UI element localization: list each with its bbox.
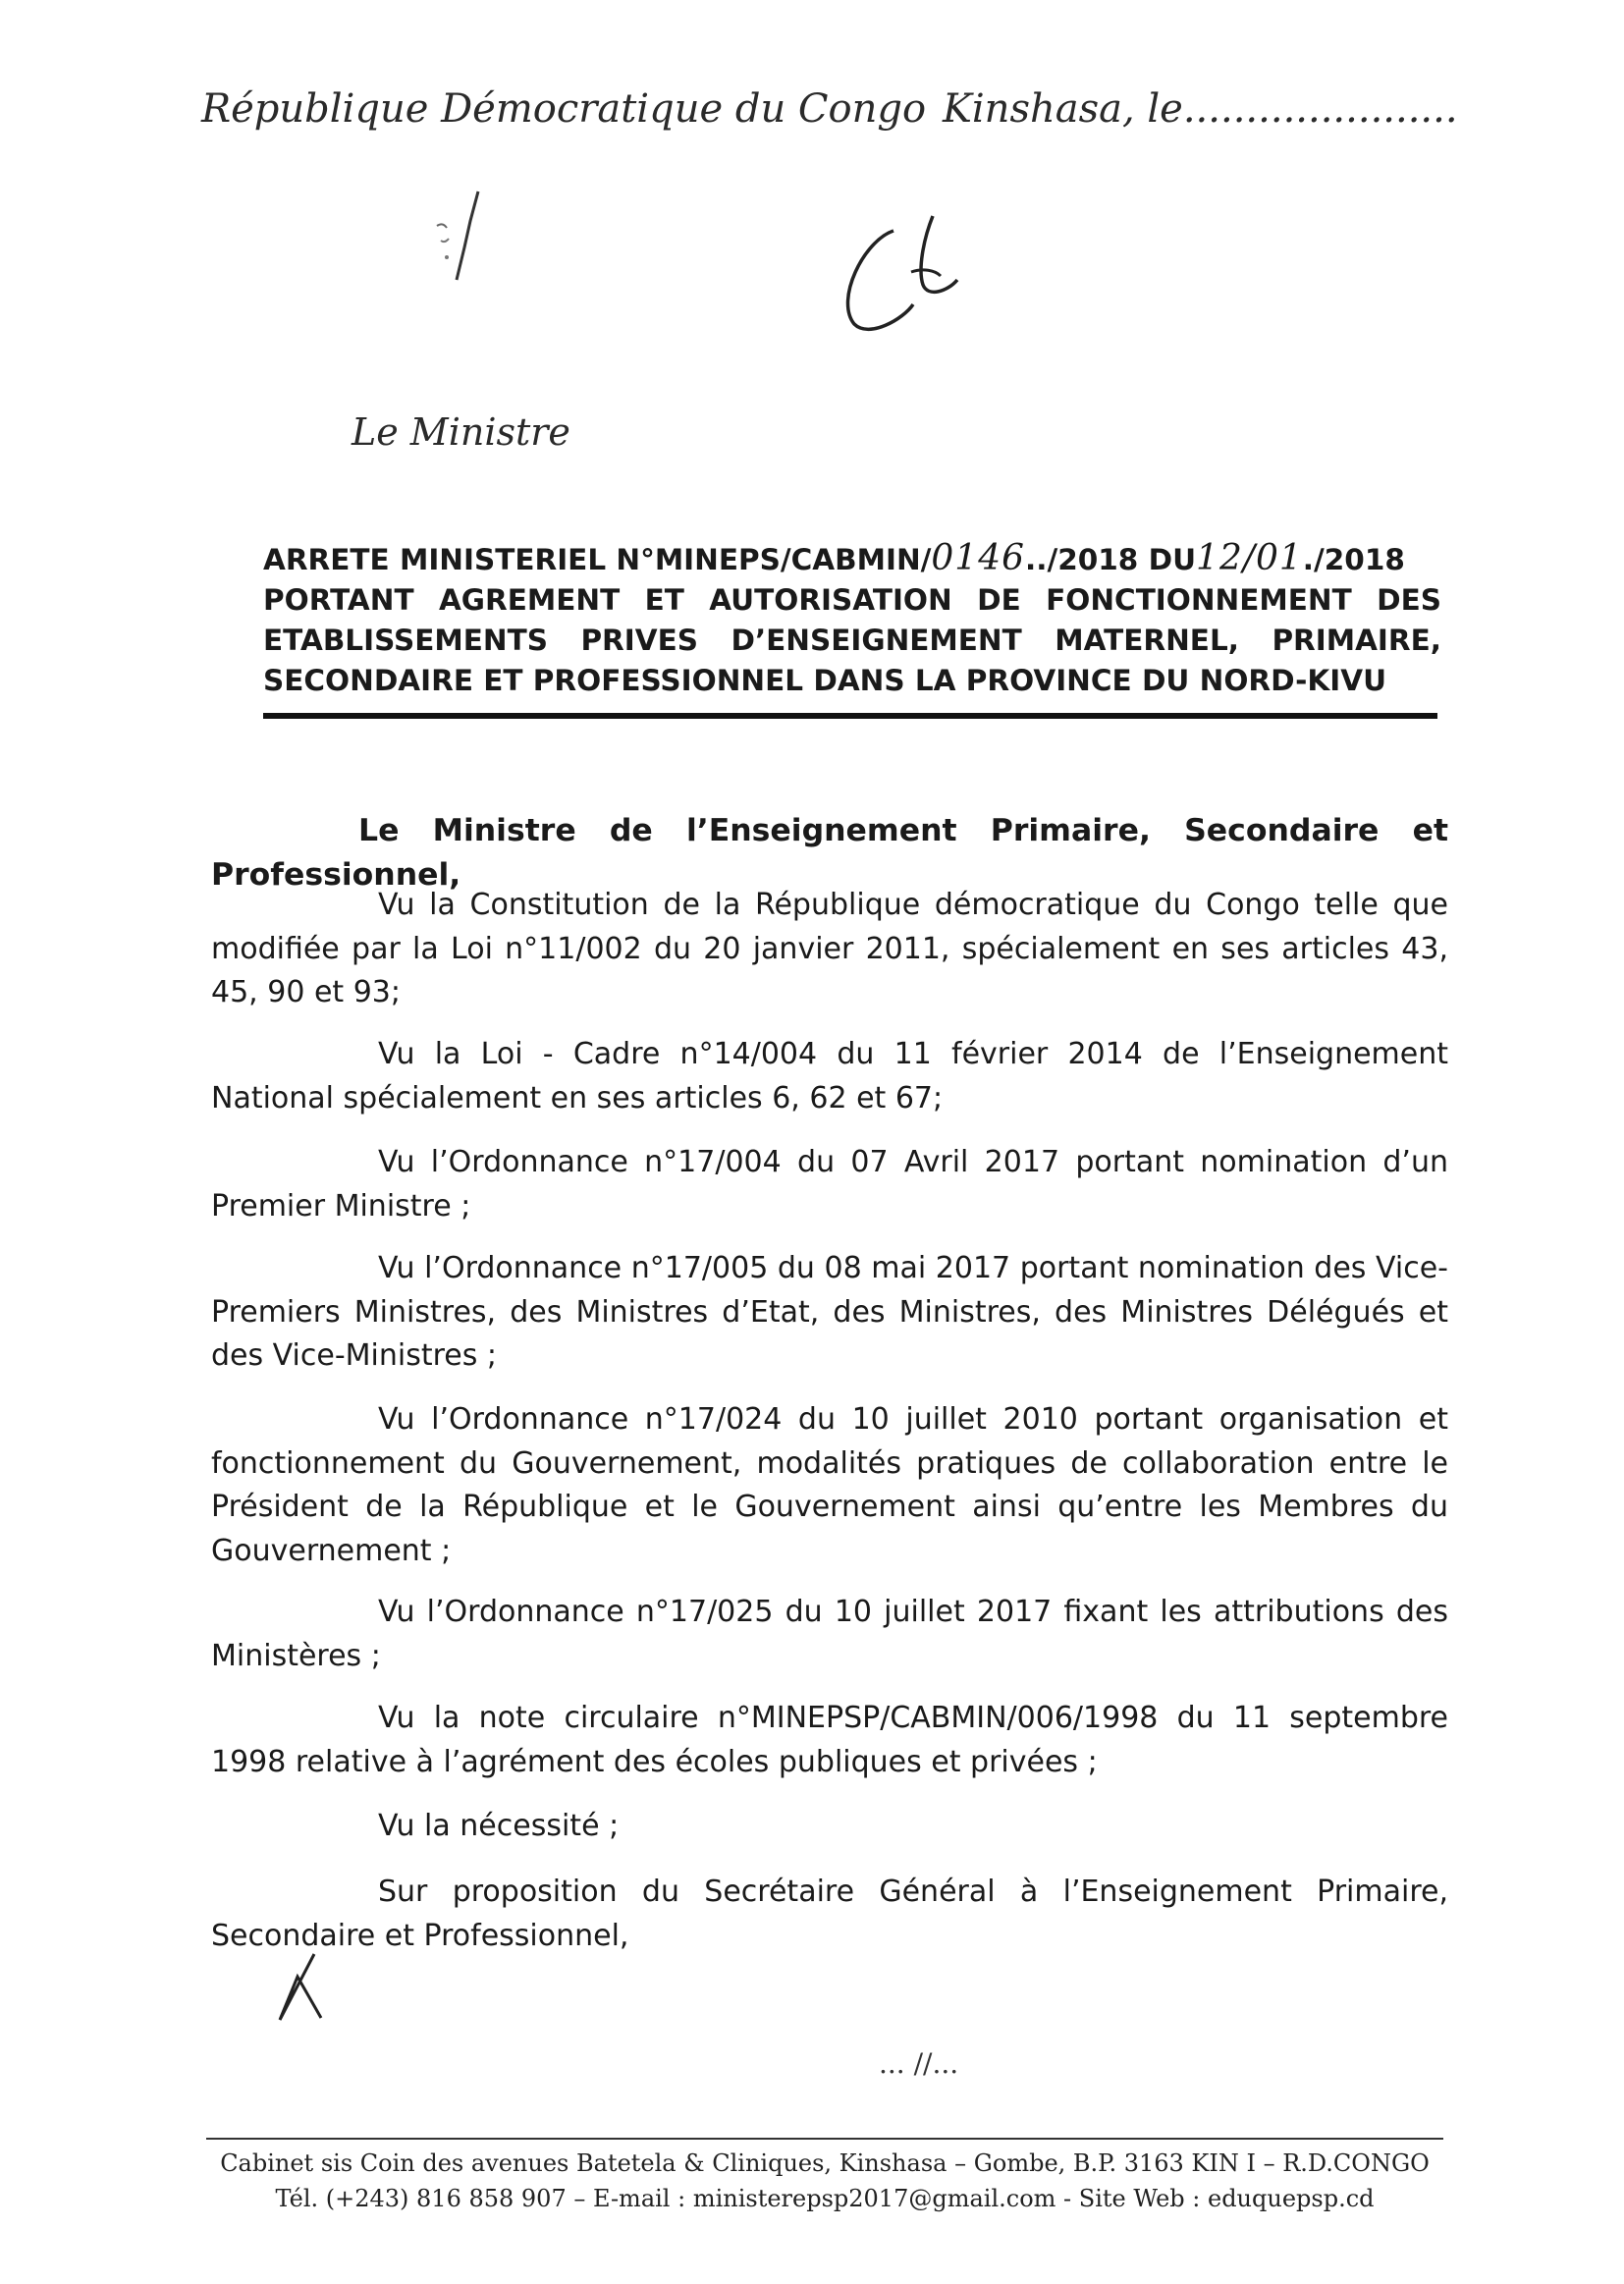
- page-continuation: ... //...: [879, 2047, 959, 2080]
- title-line-1-part-b: ../2018 DU: [1025, 543, 1197, 576]
- visa-paragraph-1: [211, 884, 1448, 1015]
- title-line-4: SECONDAIRE ET PROFESSIONNEL DANS LA PROVINCE DU NORD-KIVU: [263, 664, 1387, 697]
- visa-text: Vu la note circulaire n°MINEPSP/CABMIN/006/1998 du 11 septembre 1998 relative à l’agrément des écoles publiques et privées ;: [211, 1701, 1448, 1779]
- title-line-1-part-c: ./2018: [1302, 543, 1405, 576]
- title-line-1: [263, 538, 1441, 580]
- visa-text: Vu l’Ordonnance n°17/025 du 10 juillet 2017 fixant les attributions des Ministères ;: [211, 1595, 1448, 1673]
- visa-text: Vu la Loi - Cadre n°14/004 du 11 février 2014 de l’Enseignement National spécialement en ses articles 6, 62 et 67;: [211, 1037, 1448, 1115]
- visa-paragraph-6: [211, 1591, 1448, 1678]
- title-underline: [263, 713, 1437, 719]
- visa-text: Vu l’Ordonnance n°17/024 du 10 juillet 2010 portant organisation et fonctionnement du Gouvernement, modalités pratiques de collaboration entre le Président de la République et le Gouvernement ainsi qu’entre les Membres du Gouvernement ;: [211, 1402, 1448, 1568]
- document-title: [263, 538, 1441, 701]
- visa-paragraph-8: [211, 1805, 1448, 1849]
- visa-text: Vu l’Ordonnance n°17/004 du 07 Avril 2017 portant nomination d’un Premier Ministre ;: [211, 1145, 1448, 1224]
- handwritten-signature: [825, 211, 972, 349]
- visa-text: Vu la Constitution de la République démocratique du Congo telle que modifiée par la Loi n°11/002 du 20 janvier 2011, spécialement en ses articles 43, 45, 90 et 93;: [211, 888, 1448, 1009]
- handwritten-number: 0146: [931, 538, 1026, 578]
- title-line-1-part-a: ARRETE MINISTERIEL N°MINEPS/CABMIN/: [263, 543, 932, 576]
- initial-paraph: [260, 1949, 339, 2028]
- title-line-2: PORTANT AGREMENT ET AUTORISATION DE FONCTIONNEMENT DES: [263, 583, 1441, 617]
- signature-label: Le Ministre: [352, 410, 570, 454]
- footer-contact: Tél. (+243) 816 858 907 – E-mail : ministerepsp2017@gmail.com - Site Web : eduquepsp.cd: [275, 2185, 1375, 2212]
- visa-paragraph-7: [211, 1697, 1448, 1784]
- footer-address: Cabinet sis Coin des avenues Batetela & Cliniques, Kinshasa – Gombe, B.P. 3163 KIN I – R.D.CONGO: [220, 2149, 1430, 2177]
- visa-text: Sur proposition du Secrétaire Général à l’Enseignement Primaire, Secondaire et Professionnel,: [211, 1875, 1448, 1953]
- handwritten-date: 12/01: [1196, 538, 1303, 578]
- title-line-3: ETABLISSEMENTS PRIVES D’ENSEIGNEMENT MATERNEL, PRIMAIRE,: [263, 624, 1441, 657]
- place-date: Kinshasa, le......................: [943, 86, 1458, 132]
- visa-paragraph-9: [211, 1871, 1448, 1958]
- footer: [206, 2146, 1443, 2216]
- visa-text: Vu l’Ordonnance n°17/005 du 08 mai 2017 portant nomination des Vice-Premiers Ministres, des Ministres d’Etat, des Ministres, des Ministres Délégués et des Vice-Ministres ;: [211, 1251, 1448, 1373]
- visa-paragraph-4: [211, 1247, 1448, 1379]
- footer-divider: [206, 2138, 1443, 2140]
- visa-text: Vu la nécessité ;: [378, 1809, 620, 1843]
- visa-paragraph-5: [211, 1398, 1448, 1573]
- country-header: République Démocratique du Congo: [201, 86, 927, 132]
- visa-paragraph-3: [211, 1141, 1448, 1228]
- visa-paragraph-2: [211, 1033, 1448, 1120]
- intro-text: Le Ministre de l’Enseignement Primaire, Secondaire et Professionnel,: [211, 812, 1448, 893]
- initials-mark-small: [417, 187, 496, 295]
